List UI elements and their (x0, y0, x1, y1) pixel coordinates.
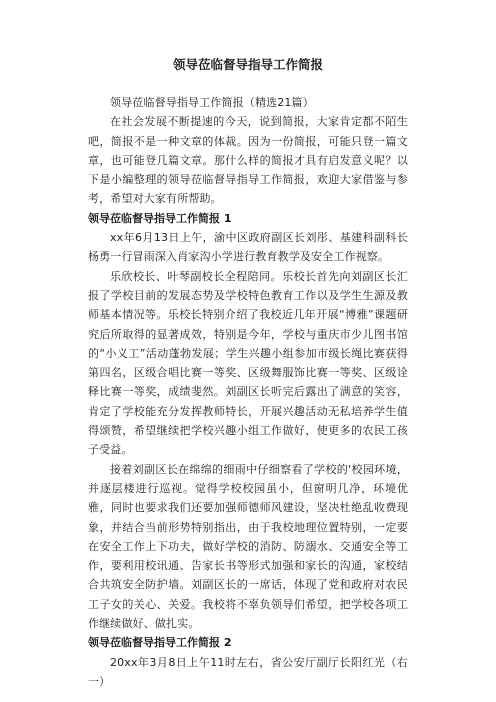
section-heading-2: 领导莅临督导指导工作简报 2 (88, 636, 232, 650)
section-1-paragraph-2: 乐欣校长、叶琴副校长全程陪同。乐校长首先向刘副区长汇报了学校目前的发展态势及学校特色教育工作以及学生生源及教师基本情况等。乐校长特别介绍了我校近几年开展“博雅”课题研究后所取得的显著成效，特别是今年，学校与重庆市少儿图书馆的“小义工”活动蓬勃发展；学生兴趣小组参加市级长绳比赛获得第四名，区级合唱比赛一等奖、区级舞服饰比赛一等奖、区级诠释比赛一等奖，成绩斐然。刘副区长听完后露出了满意的笑容，肯定了学校能充分发挥教师特长，开展兴趣活动无私培养学生值得颂赞，希望继续把学校兴趣小组工作做好，使更多的农民工孩子受益。 (88, 269, 408, 457)
section-heading-1: 领导莅临督导指导工作简报 1 (88, 211, 232, 225)
section-2-paragraph-1: 20xx年3月8日上午11时左右，省公安厅副厅长阳红光（右一） (88, 655, 408, 688)
section-1-paragraph-1: xx年6月13日上午，渝中区政府副区长刘彤、基建科副科长杨勇一行冒雨深入肖家沟小学进行教育教学及安全工作视察。 (88, 231, 408, 264)
section-1-paragraph-3: 接着刘副区长在绵绵的细雨中仔细察看了学校的'校园环境，并逐层楼进行巡视。觉得学校校园虽小，但窗明几净，环境优雅，同时也要求我们还要加强师德师风建设，坚决杜绝乱收费现象，并结合当前形势特别指出，由于我校地理位置特别，一定要在安全工作上下功夫，做好学校的消防、防溺水、交通安全等工作，要利用校讯通、告家长书等形式加强和家长的沟通，家校结合共筑安全防护墙。刘副区长的一席话，体现了党和政府对农民工子女的关心、关爱。我校将不辜负领导们希望，把学校各项工作继续做好、做扎实。 (88, 462, 408, 631)
document-title: 领导莅临督导指导工作简报 (172, 57, 323, 72)
intro-paragraph: 在社会发展不断提速的今天，说到简报，大家肯定都不陌生吧，简报不是一种文章的体裁。因为一份简报，可能只登一篇文章，也可能登几篇文章。那什么样的简报才具有启发意义呢？以下是小编整理的领导莅临督导指导工作简报，欢迎大家借鉴与参考，希望对大家有所帮助。 (88, 115, 408, 206)
intro-subtitle: 领导莅临督导指导工作简报（精选21篇） (110, 96, 314, 109)
